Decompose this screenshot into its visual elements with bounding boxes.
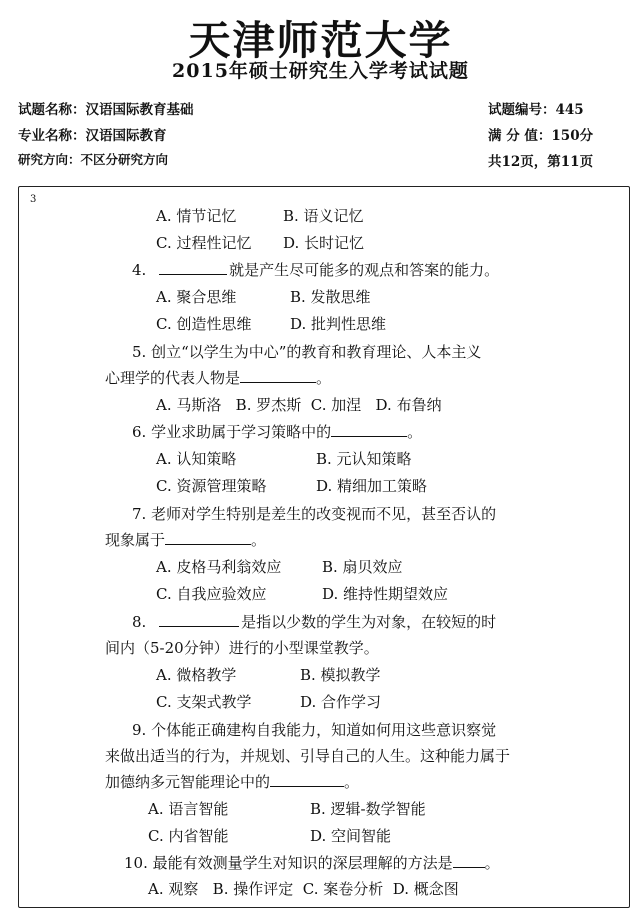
q4-text: 就是产生尽可能多的观点和答案的能力。 [229, 261, 500, 279]
q9-option-a: A. 语言智能 [148, 800, 229, 818]
q7-option-c: C. 自我应验效应 [156, 585, 267, 603]
q4-option-c: C. 创造性思维 [156, 315, 252, 333]
q8-question [132, 612, 496, 632]
subject-value: 汉语国际教育基础 [85, 102, 194, 118]
q3-option-a: A. 情节记忆 [156, 207, 237, 225]
q9-line-2: 来做出适当的行为，并规划、引导自己的人生。这种能力属于 [105, 747, 511, 765]
q7-text: 现象属于 [105, 531, 166, 549]
score-value: 150分 [551, 128, 594, 144]
q4-number: 4. [132, 261, 147, 279]
code-value: 445 [555, 102, 584, 118]
code-label: 试题编号： [488, 102, 556, 118]
q9-line-3 [105, 772, 359, 792]
q4-question [132, 260, 499, 280]
q7-line-1: 7. 老师对学生特别是差生的改变视而不见，甚至否认的 [132, 505, 497, 523]
box-mark: 3 [30, 194, 37, 205]
university-logo-title: 天津师范大学 [188, 17, 453, 64]
direction-label: 研究方向： [18, 152, 81, 167]
q3-option-c: C. 过程性记忆 [156, 234, 252, 252]
q6-option-d: D. 精细加工策略 [316, 477, 428, 495]
q5-end: 。 [316, 369, 332, 387]
q9-option-c: C. 内省智能 [148, 827, 229, 845]
q9-blank [270, 772, 344, 787]
page-info: 共12页，第11页 [488, 154, 594, 170]
q6-text: 6. 学业求助属于学习策略中的 [132, 423, 332, 441]
q4-blank [159, 260, 227, 275]
q7-line-2 [105, 530, 266, 550]
subject-row [18, 98, 194, 118]
code-row [488, 98, 584, 118]
q6-option-c: C. 资源管理策略 [156, 477, 267, 495]
direction-value: 不区分研究方向 [80, 152, 169, 167]
q5-options: A. 马斯洛 B. 罗杰斯 C. 加涅 D. 布鲁纳 [156, 396, 442, 414]
major-row [18, 124, 167, 144]
q7-end: 。 [251, 531, 267, 549]
q5-line-2 [105, 368, 331, 388]
subject-label: 试题名称： [18, 102, 86, 118]
major-label: 专业名称： [18, 128, 86, 144]
q6-blank [331, 422, 407, 437]
q3-option-b: B. 语义记忆 [283, 207, 364, 225]
score-label: 满 分 值： [488, 128, 552, 144]
q4-option-a: A. 聚合思维 [156, 288, 237, 306]
q8-line-2: 间内（5-20分钟）进行的小型课堂教学。 [105, 639, 379, 657]
q10-options: A. 观察 B. 操作评定 C. 案卷分析 D. 概念图 [148, 880, 459, 898]
q7-option-a: A. 皮格马利翁效应 [156, 558, 282, 576]
q7-blank [165, 530, 251, 545]
q9-line-1: 9. 个体能正确建构自我能力，知道如何用这些意识察觉 [132, 721, 497, 739]
q5-blank [240, 368, 316, 383]
q5-text: 心理学的代表人物是 [105, 369, 241, 387]
direction-row [18, 150, 168, 168]
q10-text: 10. 最能有效测量学生对知识的深层理解的方法是 [124, 854, 453, 872]
exam-title: 2015年硕士研究生入学考试试题 [172, 60, 469, 82]
q7-option-d: D. 维持性期望效应 [322, 585, 449, 603]
q10-end: 。 [484, 854, 500, 872]
q4-option-d: D. 批判性思维 [290, 315, 387, 333]
q6-option-a: A. 认知策略 [156, 450, 237, 468]
major-value: 汉语国际教育 [85, 128, 167, 144]
q8-option-b: B. 模拟教学 [300, 666, 381, 684]
q3-option-d: D. 长时记忆 [283, 234, 365, 252]
q10-blank [453, 853, 485, 868]
q5-line-1: 5. 创立“以学生为中心”的教育和教育理论、人本主义 [132, 343, 482, 361]
q6-question [132, 422, 422, 442]
q8-blank [159, 612, 239, 627]
q8-option-c: C. 支架式教学 [156, 693, 252, 711]
q7-option-b: B. 扇贝效应 [322, 558, 403, 576]
q9-option-d: D. 空间智能 [310, 827, 392, 845]
q9-text: 加德纳多元智能理论中的 [105, 773, 271, 791]
q6-end: 。 [407, 423, 423, 441]
q10-question [124, 853, 500, 873]
q9-option-b: B. 逻辑-数学智能 [310, 800, 426, 818]
score-row [488, 124, 593, 144]
q8-text: 是指以少数的学生为对象，在较短的时 [241, 613, 497, 631]
q6-option-b: B. 元认知策略 [316, 450, 412, 468]
q4-option-b: B. 发散思维 [290, 288, 371, 306]
q8-option-a: A. 微格教学 [156, 666, 237, 684]
q8-option-d: D. 合作学习 [300, 693, 382, 711]
q8-number: 8. [132, 613, 147, 631]
q9-end: 。 [344, 773, 360, 791]
